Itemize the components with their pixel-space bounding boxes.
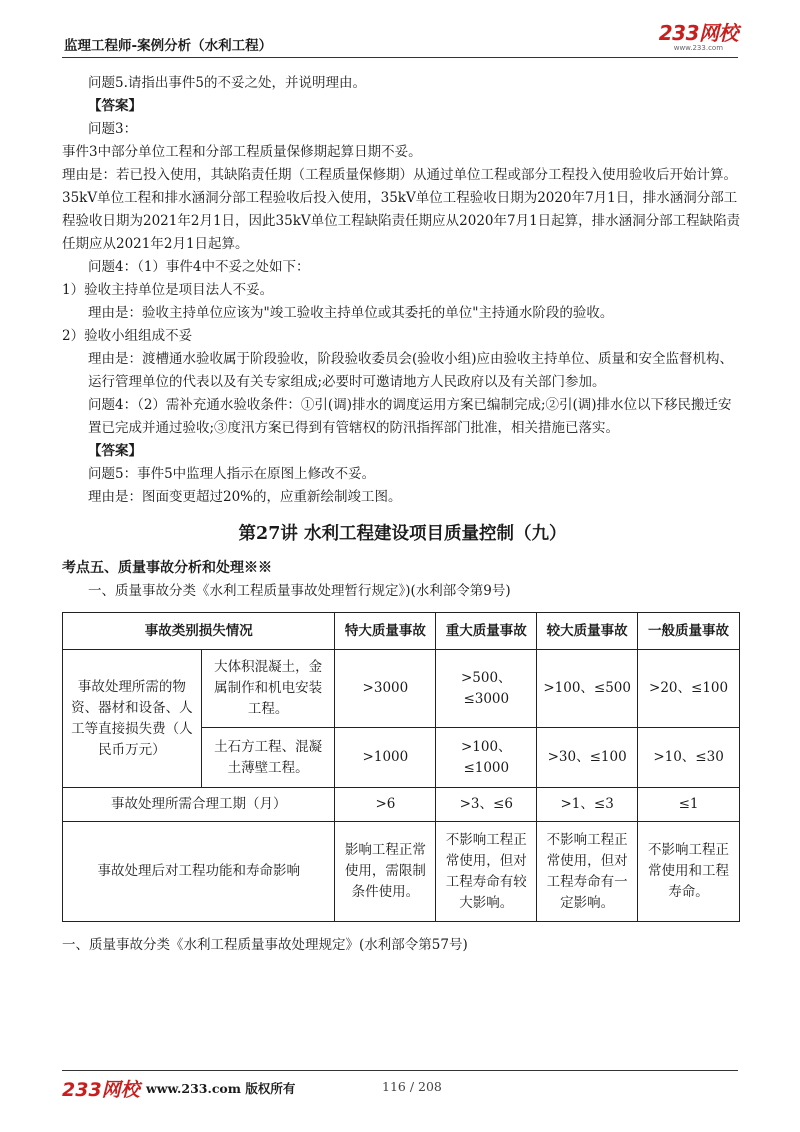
paragraph: 问题4：（1）事件4中不妥之处如下： — [88, 259, 310, 275]
table-cell: 事故处理后对工程功能和寿命影响 — [63, 822, 335, 922]
table-cell: 大体积混凝土，金属制作和机电安装工程。 — [201, 650, 335, 728]
table-cell: 不影响工程正常使用和工程寿命。 — [638, 822, 740, 922]
logo-text: 233网校 — [658, 21, 738, 45]
brand-logo — [659, 22, 738, 53]
paragraph: 问题4：（2）需补充通水验收条件：①引(调)排水的调度运用方案已编制完成;②引(调)排水位以下移民搬迁安置已完成并通过验收;③度汛方案已得到有管辖权的防汛指挥部门批准，相关措施已落实。 — [88, 397, 732, 436]
page-footer — [62, 1070, 738, 1101]
table-cell: 事故处理所需的物资、器材和设备、人工等直接损失费（人民币万元） — [63, 650, 202, 788]
table-header: 特大质量事故 — [335, 613, 436, 650]
table-row — [63, 650, 740, 728]
table-cell: >100、≤1000 — [436, 728, 537, 788]
table-cell: >30、≤100 — [537, 728, 638, 788]
question-5-prompt: 问题5.请指出事件5的不妥之处，并说明理由。 — [88, 75, 366, 91]
paragraph: 问题5：事件5中监理人指示在原图上修改不妥。 — [88, 466, 376, 482]
table-row — [63, 788, 740, 822]
table-header-row — [63, 613, 740, 650]
key-point-heading: 考点五、质量事故分析和处理※※ — [62, 560, 272, 576]
accident-classification-table — [62, 612, 740, 922]
table-cell: >20、≤100 — [638, 650, 740, 728]
after-table-text: 一、质量事故分类《水利工程质量事故处理规定》(水利部令第57号) — [62, 937, 468, 953]
table-cell: >1、≤3 — [537, 788, 638, 822]
table-cell: >3、≤6 — [436, 788, 537, 822]
page-header — [62, 22, 738, 58]
question-3-label: 问题3： — [88, 121, 138, 137]
paragraph: 理由是：若已投入使用，其缺陷责任期（工程质量保修期）从通过单位工程或部分工程投入使用验收后开始计算。35kV单位工程和排水涵洞分部工程验收后投入使用，35kV单位工程验收日期为2020年7月1日，排水涵洞分部工程验收日期为2021年2月1日，因此35kV单位工程缺陷责任期应从2020年7月1日起算，排水涵洞分部工程缺陷责任期应从2021年2月1日起算。 — [62, 167, 741, 252]
table-cell: >3000 — [335, 650, 436, 728]
main-content — [62, 72, 743, 603]
answer-heading: 【答案】 — [88, 443, 142, 459]
table-intro: 一、质量事故分类《水利工程质量事故处理暂行规定》)(水利部令第9号) — [88, 583, 511, 599]
paragraph: 2）验收小组组成不妥 — [62, 328, 193, 344]
lecture-title: 第27讲 水利工程建设项目质量控制（九） — [238, 524, 567, 544]
table-cell: >6 — [335, 788, 436, 822]
table-cell: >10、≤30 — [638, 728, 740, 788]
paragraph: 理由是：渡槽通水验收属于阶段验收，阶段验收委员会(验收小组)应由验收主持单位、质量和安全监督机构、运行管理单位的代表以及有关专家组成;必要时可邀请地方人民政府以及有关部门参加。 — [88, 351, 734, 390]
page-number: 116 / 208 — [382, 1079, 442, 1094]
table-cell: >100、≤500 — [537, 650, 638, 728]
paragraph: 理由是：图面变更超过20%的，应重新绘制竣工图。 — [88, 489, 402, 505]
paragraph: 事件3中部分单位工程和分部工程质量保修期起算日期不妥。 — [62, 144, 422, 160]
table-cell: >1000 — [335, 728, 436, 788]
table-cell: ≤1 — [638, 788, 740, 822]
footer-site: www.233.com 版权所有 — [146, 1081, 296, 1096]
table-cell: >500、≤3000 — [436, 650, 537, 728]
header-title: 监理工程师-案例分析（水利工程） — [64, 38, 273, 54]
table-cell: 不影响工程正常使用，但对工程寿命有较大影响。 — [436, 822, 537, 922]
paragraph: 1）验收主持单位是项目法人不妥。 — [62, 282, 274, 298]
logo-url: www.233.com — [673, 44, 724, 52]
table-header: 较大质量事故 — [537, 613, 638, 650]
paragraph: 理由是：验收主持单位应该为"竣工验收主持单位或其委托的单位"主持通水阶段的验收。 — [88, 305, 614, 321]
table-cell: 土石方工程、混凝土薄壁工程。 — [201, 728, 335, 788]
table-row — [63, 822, 740, 922]
footer-logo: 233网校 — [62, 1079, 140, 1101]
table-header: 一般质量事故 — [638, 613, 740, 650]
table-cell: 不影响工程正常使用，但对工程寿命有一定影响。 — [537, 822, 638, 922]
answer-heading: 【答案】 — [88, 98, 142, 114]
table-header: 重大质量事故 — [436, 613, 537, 650]
table-cell: 影响工程正常使用，需限制条件使用。 — [335, 822, 436, 922]
table-cell: 事故处理所需合理工期（月） — [63, 788, 335, 822]
table-header: 事故类别损失情况 — [63, 613, 335, 650]
